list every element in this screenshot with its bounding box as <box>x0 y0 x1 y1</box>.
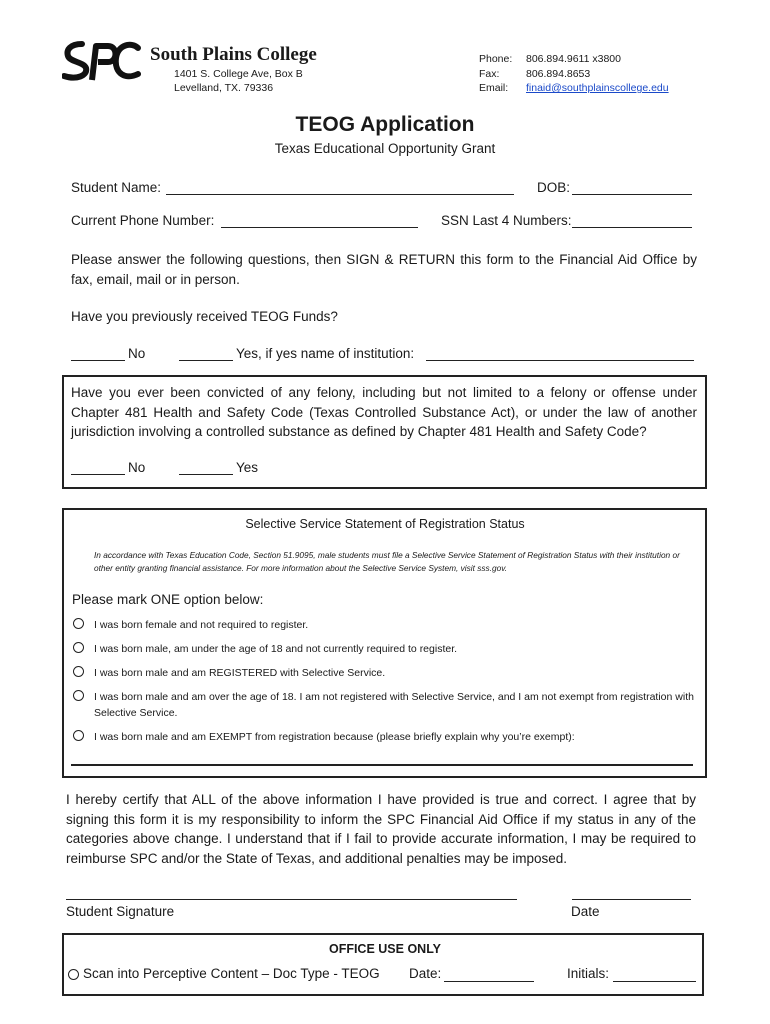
option-2-radio[interactable] <box>73 642 84 653</box>
office-date-field[interactable] <box>444 981 534 982</box>
option-1-label: I was born female and not required to register. <box>94 619 309 631</box>
dob-label: DOB: <box>537 180 571 195</box>
option-3-label: I was born male and am REGISTERED with Selective Service. <box>94 667 386 679</box>
email-label: Email: <box>479 82 509 94</box>
office-date-label: Date: <box>409 966 442 981</box>
q1-yes-blank[interactable] <box>179 360 233 361</box>
instructions: Please answer the following questions, then SIGN & RETURN this form to the Financial Aid Office by fax, email, mail or in person. <box>71 252 697 287</box>
selective-service-heading: Selective Service Statement of Registration Status <box>245 517 525 531</box>
option-5-label: I was born male and am EXEMPT from registration because (please briefly explain why you’re exempt): <box>94 731 575 743</box>
q1-no-blank[interactable] <box>71 360 125 361</box>
option-5-radio[interactable] <box>73 730 84 741</box>
signature-field[interactable] <box>66 899 517 900</box>
phone-label: Phone: <box>479 53 513 65</box>
q1-no-label: No <box>128 346 146 361</box>
scan-label: Scan into Perceptive Content – Doc Type - TEOG <box>83 966 380 981</box>
option-1-radio[interactable] <box>73 618 84 629</box>
q2-yes-blank[interactable] <box>179 474 233 475</box>
q2-yes-label: Yes <box>236 460 259 475</box>
certification-text: I hereby certify that ALL of the above information I have provided is true and correct. I agree that by signing this form it is my responsibility to inform the SPC Financial Aid Office if my status in any of the categories above change. I understand that if I fail to provide accurate information, I may be required to reimburse SPC and/or the State of Texas, and additional penalties may be imposed. <box>66 792 696 866</box>
fax-value: 806.894.8653 <box>526 68 591 80</box>
ssn-field[interactable] <box>572 227 692 228</box>
office-use-heading: OFFICE USE ONLY <box>328 942 442 956</box>
q1-yes-label: Yes, if yes name of institution: <box>236 346 415 361</box>
spc-logo <box>62 40 142 86</box>
q2-no-blank[interactable] <box>71 474 125 475</box>
phone-number-label: Current Phone Number: <box>71 213 215 228</box>
signature-date-field[interactable] <box>572 899 691 900</box>
initials-field[interactable] <box>613 981 696 982</box>
signature-label: Student Signature <box>66 904 175 919</box>
exempt-explanation-field[interactable] <box>71 764 693 766</box>
address-line-2: Levelland, TX. 79336 <box>174 82 274 94</box>
institution-name-field[interactable] <box>426 360 694 361</box>
address-line-1: 1401 S. College Ave, Box B <box>174 68 303 80</box>
question-felony: Have you ever been convicted of any felony, including but not limited to a felony or offense under Chapter 481 Health and Safety Code (Texas Controlled Substance Act), or under the law of another jurisdiction involving a controlled substance as defined by Chapter 481 Health and Safety Code? <box>71 385 697 439</box>
question-teog-funds: Have you previously received TEOG Funds? <box>71 309 338 324</box>
mark-one-instruction: Please mark ONE option below: <box>72 592 264 607</box>
form-subtitle: Texas Educational Opportunity Grant <box>274 141 496 156</box>
option-4-label: I was born male and am over the age of 18. I am not registered with Selective Service, and I am not exempt from registration with Selective Service. <box>94 691 694 719</box>
phone-number-field[interactable] <box>221 227 418 228</box>
option-2-label: I was born male, am under the age of 18 and not currently required to register. <box>94 643 458 655</box>
option-3-radio[interactable] <box>73 666 84 677</box>
scan-radio[interactable] <box>68 969 79 980</box>
dob-field[interactable] <box>572 194 692 195</box>
college-name: South Plains College <box>150 44 317 65</box>
signature-date-label: Date <box>571 904 600 919</box>
fax-label: Fax: <box>479 68 500 80</box>
ssn-label: SSN Last 4 Numbers: <box>441 213 572 228</box>
email-link[interactable]: finaid@southplainscollege.edu <box>526 82 669 94</box>
form-title: TEOG Application <box>295 113 475 136</box>
option-4-radio[interactable] <box>73 690 84 701</box>
student-name-label: Student Name: <box>71 180 162 195</box>
q2-no-label: No <box>128 460 146 475</box>
selective-service-note: In accordance with Texas Education Code, Section 51.9095, male students must file a Selective Service Statement of Registration Status with their institution or other entity granting financial assistance. For more information about the Selective Service System, visit sss.gov. <box>94 550 680 573</box>
phone-value: 806.894.9611 x3800 <box>526 53 621 65</box>
student-name-field[interactable] <box>166 194 514 195</box>
initials-label: Initials: <box>567 966 610 981</box>
